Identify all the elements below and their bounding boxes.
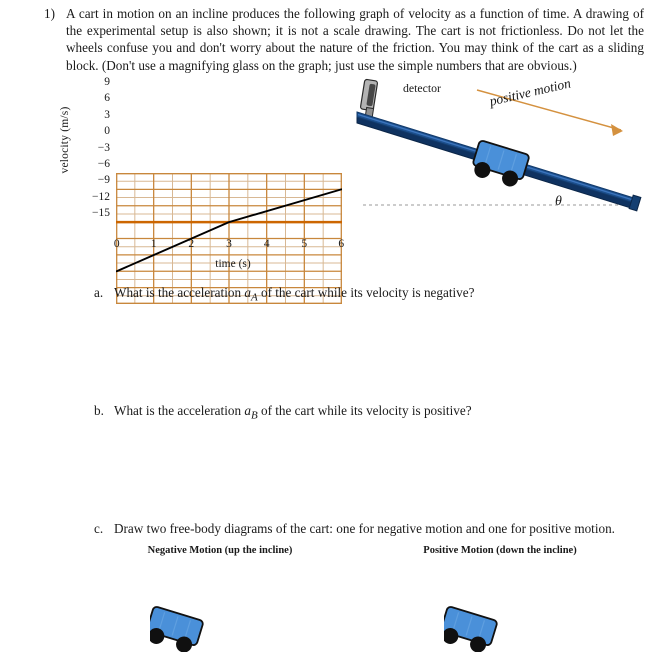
question-c-text: Draw two free-body diagrams of the cart: one for negative motion and one for positive motion. [114,521,615,536]
x-tick-label: 0 [113,238,120,250]
fbd-cart-negative [150,604,222,652]
velocity-time-graph [40,76,345,277]
question-c [94,520,614,537]
x-tick-label: 2 [188,238,195,250]
y-tick-label: −6 [97,158,110,170]
question-a-symbol: a [244,285,251,300]
question-a-label: a. [94,285,104,300]
problem-number: 1) [44,6,55,21]
question-a-subscript: A [250,291,258,304]
incline-angle-label: θ [555,194,562,209]
x-tick-label: 5 [301,238,308,250]
fbd-negative-heading: Negative Motion (up the incline) [147,545,293,556]
detector-label: detector [403,81,441,95]
y-tick-label: −12 [92,190,110,203]
graph-x-axis-ticks [113,238,345,254]
x-tick-label: 6 [338,238,345,250]
x-tick-label: 1 [150,238,157,250]
y-tick-label: 6 [104,92,110,105]
question-b [94,402,524,425]
question-c-label: c. [94,521,104,536]
cart-on-incline [469,140,529,190]
y-tick-label: 3 [104,108,110,121]
y-tick-label: −15 [92,207,110,220]
x-tick-label: 4 [263,238,270,250]
incline-setup-drawing [355,75,647,223]
question-a-text [114,284,524,307]
y-tick-label: −9 [97,174,110,187]
question-b-text-after: of the cart while its velocity is positive? [257,403,472,418]
question-b-symbol: a [244,403,251,418]
question-a-text-after: of the cart while its velocity is negative? [257,285,475,300]
problem-text: A cart in motion on an incline produces the following graph of velocity as a function of time. A drawing of the experimental setup is also shown; it is not a scale drawing. The cart is not frictionless. Do not let the wheels confuse you and don't worry about the nature of the friction. You may think of the cart as a sliding block. (Don't use a magnifying glass on the graph; just use the simple numbers that are obvious.) [66,6,644,73]
graph-y-axis-ticks [77,76,110,232]
fbd-positive-heading: Positive Motion (down the incline) [423,545,577,556]
positive-motion-label: positive motion [488,75,573,109]
question-b-text [114,402,524,425]
y-tick-label: −3 [97,141,110,154]
detector-icon [360,79,378,117]
question-b-label: b. [94,403,104,418]
x-tick-label: 3 [226,238,232,250]
graph-y-axis-label: velocity (m/s) [59,106,71,174]
y-tick-label: 9 [104,76,110,88]
fbd-cart-positive [444,604,516,652]
problem-statement [44,5,644,74]
y-tick-label: 0 [104,125,110,138]
graph-x-axis-label: time (s) [215,258,251,270]
question-b-subscript: B [250,409,258,422]
question-b-text-before: What is the acceleration [114,403,245,418]
question-a [94,284,524,307]
question-a-text-before: What is the acceleration [114,285,245,300]
